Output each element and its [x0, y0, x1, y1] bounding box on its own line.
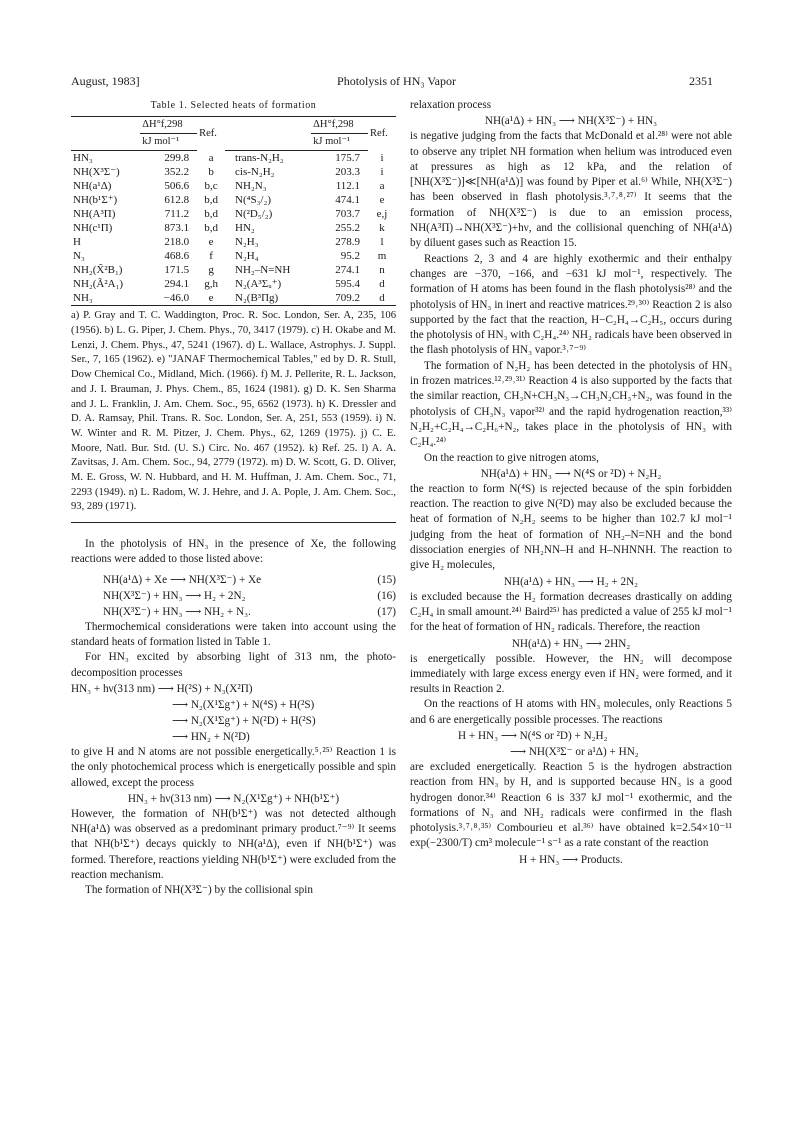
equation-text: NH(X³Σ⁻) + HN₃ ⟶ H₂ + 2N₂	[103, 589, 246, 602]
equation: ⟶ NH(X³Σ⁻ or a¹Δ) + HN₂	[510, 745, 639, 758]
ref-cell: m	[377, 250, 387, 263]
species-cell: HN₃	[73, 152, 93, 165]
table-row	[71, 277, 396, 291]
species-cell: trans-N₂H₂	[235, 152, 284, 165]
species-cell: HN₂	[235, 222, 255, 235]
species-cell: N(⁴S₃/₂)	[235, 194, 271, 207]
ref-cell: d	[379, 278, 385, 291]
species-cell: NH₂(X̃²B₁)	[73, 264, 123, 277]
equation-17	[71, 604, 396, 620]
value-cell: 112.1	[335, 180, 361, 193]
paragraph: For HN₃ excited by absorbing light of 313 nm, the photo-decomposition processes	[71, 651, 396, 679]
species-cell: NH₂–N=NH	[235, 264, 291, 277]
table-row	[71, 263, 396, 277]
paragraph: the reaction to form N(⁴S) is rejected because of the spin forbidden reaction. The reaction to give N(²D) may also be excluded because the heat of formation of N₂H₂ seems to be higher than 102.7 kJ mol⁻¹ judging from the heat of formation of NH₂–N=NH and the bond dissociation energies of NH₂NN–H and H–NHNNH. The reaction to give H₂ molecules,	[410, 482, 732, 572]
paragraph: are excluded energetically. Reaction 5 is the hydrogen abstraction reaction from HN₃ by H, and is supported because HN₃ is a good hydrogen donor.³⁴⁾ Reaction 6 is 337 kJ mol⁻¹ exothermic, and the formations of N₃ and NH₂ radicals were confirmed in the flash photolysis.³˒⁷˒⁸˒³⁵⁾ Combourieu et al.³⁶⁾ have obtained k=2.54×10⁻¹¹ exp(−2300/T) cm³ molecule⁻¹ s⁻¹ as a rate constant of the reaction	[410, 760, 732, 850]
value-cell: 218.0	[164, 236, 190, 249]
header-ref-2: Ref.	[368, 117, 396, 151]
table-row	[71, 221, 396, 235]
ref-cell: g,h	[204, 278, 218, 291]
equation-number: (15)	[377, 573, 396, 586]
ref-cell: i	[380, 166, 384, 179]
species-cell: N₂(A³Σᵤ⁺)	[235, 278, 282, 291]
value-cell: 294.1	[164, 278, 190, 291]
paragraph: Thermochemical considerations were taken into account using the standard heats of formation listed in Table 1.	[71, 620, 396, 649]
paragraph: relaxation process	[410, 99, 492, 111]
paragraph: The formation of N₂H₂ has been detected in the photolysis of HN₃ in frozen matrices.¹²˒²⁹˒³¹⁾ Reaction 4 is also supported by the facts that the similar reaction, CH₃N+CH₃N₃→CH₃N₂CH₃+N₂, was found in the photolysis of CH₃N₃ vapor³²⁾ and the rapid hydrogenation reaction,³³⁾ N₂H₂+C₂H₄→C₂H₆+N₂, takes place in the photolysis of HN₃ with C₂H₄.²⁴⁾	[410, 359, 732, 449]
ref-cell: b,c	[204, 180, 218, 193]
header-blank-3	[71, 134, 140, 151]
species-cell: NH(b¹Σ⁺)	[73, 194, 118, 207]
paragraph: In the photolysis of HN₃ in the presence of Xe, the following reactions were added to those listed above:	[71, 538, 396, 566]
value-cell: 711.2	[164, 208, 190, 221]
value-cell: 299.8	[164, 152, 190, 165]
running-header-date: August, 1983]	[71, 74, 140, 88]
species-cell: N₃	[73, 250, 85, 263]
species-cell: NH(c¹Π)	[73, 222, 113, 235]
value-cell: 274.1	[335, 264, 361, 277]
ref-cell: g	[208, 264, 214, 277]
page-number: 2351	[689, 74, 713, 88]
paragraph: On the reaction to give nitrogen atoms,	[424, 451, 599, 464]
ref-cell: b	[208, 166, 214, 179]
equation-16	[71, 588, 396, 604]
ref-cell: e	[208, 236, 214, 249]
ref-cell: a	[379, 180, 385, 193]
species-cell: NH(a¹Δ)	[73, 180, 112, 193]
species-cell: NH₃	[71, 291, 140, 306]
paragraph: However, the formation of NH(b¹Σ⁺) was not detected although NH(a¹Δ) was observed as a predominant primary product.⁷⁻⁹⁾ It seems that NH(b¹Σ⁺) decays quickly to NH(a¹Δ), even if NH(b¹Σ⁺) was formed. Therefore, reactions yielding NH(b¹Σ⁺) were excluded from the reaction mechanism.	[71, 807, 396, 881]
paragraph: Reactions 2, 3 and 4 are highly exothermic and their enthalpy changes are −370, −166, and −631 kJ mol⁻¹, respectively. The formation of H atoms has been found in the flash photolysis²⁸⁾ and the photolysis of HN₃ in inert and reactive matrices.²⁹˒³⁰⁾ Reaction 2 is also supported by the fact that the reaction, H−C₂H₄→C₂H₅, occurs during the photolysis of HN₃ with C₂H₄.²⁴⁾ NH₂ radicals have been observed in the flash photolysis of HN₃ vapor.³˒⁷⁻⁹⁾	[410, 252, 733, 357]
right-column	[410, 98, 732, 868]
value-cell: 278.9	[335, 236, 361, 249]
species-cell: N₂H₄	[235, 250, 259, 263]
ref-cell: b,d	[204, 194, 218, 207]
ref-cell: a	[208, 152, 214, 165]
paragraph: to give H and N atoms are not possible energetically.⁵˒²⁵⁾ Reaction 1 is the only photochemical process which is energetically possible and spin allowed, except the process	[71, 745, 396, 789]
ref-cell: i	[380, 152, 384, 165]
ref-cell: f	[209, 250, 213, 263]
table-footnotes: a) P. Gray and T. C. Waddington, Proc. R. Soc. London, Ser. A, 235, 106 (1956). b) L. G. Piper, J. Chem. Phys., 70, 3417 (1979). c) H. Okabe and M. Lenzi, J. Chem. Phys., 47, 5241 (1967). d) L. Wallace, Astrophys. J. Suppl. Ser., 7, 165 (1962). e) "JANAF Thermochemical Tables," ed by D. R. Stull, Dow Chemical Co., Midland, Mich. (1966). f) M. J. Pellerite, R. L. Jackson, and J. I. Brauman, J. Phys. Chem., 85, 1624 (1981). g) D. K. Sen Sharma and J. L. Franklin, J. Am. Chem. Soc., 95, 6562 (1973). h) K. Dressler and D. A. Ramsay, Phil. Trans. R. Soc. London, Ser. A, 251, 553 (1959). i) N. W. Winter and R. M. Pitzer, J. Chem. Phys., 62, 1269 (1975). j) C. E. Moore, Natl. Bur. Std. (U. S.) Circ. No. 467 (1952). k) Ref. 25. l) A. A. Zavitsas, J. Am. Chem. Soc., 94, 2779 (1972). m) D. W. Scott, G. D. Oliver, M. E. Gross, W. N. Hubbard, and H. M. Huffman, J. Am. Chem. Soc., 71, 2293 (1949). n) L. Radom, W. J. Hehre, and J. A. Pople, J. Am. Chem. Soc., 93, 289 (1971).	[71, 306, 396, 523]
equation-15	[71, 572, 396, 588]
value-cell: 175.7	[335, 152, 361, 165]
table-row	[71, 193, 396, 207]
header-dh-1: ΔH°f,298	[140, 117, 197, 134]
species-cell: NH(A³Π)	[73, 208, 116, 221]
value-cell: 709.2	[311, 291, 368, 306]
photodecomposition-4: ⟶ HN₂ + N(²D)	[172, 730, 250, 743]
value-cell: −46.0	[140, 291, 197, 306]
value-cell: 352.2	[164, 166, 190, 179]
table-caption: Table 1. Selected heats of formation	[150, 100, 317, 111]
equation-text: NH(a¹Δ) + Xe ⟶ NH(X³Σ⁻) + Xe	[103, 573, 262, 586]
paragraph: On the reactions of H atoms with HN₃ molecules, only Reactions 5 and 6 are energetically possible processes. The reactions	[410, 698, 732, 726]
paragraph: The formation of NH(X³Σ⁻) by the collisional spin	[85, 884, 313, 897]
equation-b-state: HN₃ + hν(313 nm) ⟶ N₂(X¹Σg⁺) + NH(b¹Σ⁺)	[127, 792, 340, 805]
value-cell: 595.4	[335, 278, 361, 291]
header-dh-2: ΔH°f,298	[311, 117, 368, 134]
value-cell: 171.5	[164, 264, 190, 277]
equation-text: NH(X³Σ⁻) + HN₃ ⟶ NH₂ + N₃.	[103, 605, 251, 618]
species-cell: NH₂N₃	[235, 180, 267, 193]
header-blank-4	[225, 134, 311, 151]
value-cell: 506.6	[164, 180, 190, 193]
paragraph: is excluded because the H₂ formation decreases drastically on adding C₂H₄ in small amount.²⁴⁾ Baird²⁵⁾ has predicted a value of 255 kJ mol⁻¹ for the heat of formation of HN₂ radicals. Therefore, the reaction	[410, 590, 732, 634]
species-cell: cis-N₂H₂	[235, 166, 275, 179]
equation-number: (17)	[377, 605, 396, 618]
value-cell: 95.2	[340, 250, 361, 263]
ref-cell: b,d	[204, 208, 218, 221]
equation: H + HN₃ ⟶ Products.	[519, 853, 623, 866]
header-unit-1: kJ mol⁻¹	[140, 134, 197, 151]
species-cell: N₂(B³Πg)	[225, 291, 311, 306]
header-blank	[71, 117, 140, 134]
equation: NH(a¹Δ) + HN₃ ⟶ NH(X³Σ⁻) + HN₃	[484, 115, 658, 128]
equation: NH(a¹Δ) + HN₃ ⟶ 2HN₂	[511, 637, 631, 650]
value-cell: 873.1	[164, 222, 190, 235]
photodecomposition-1: HN₃ + hν(313 nm) ⟶ H(²S) + N₃(X²Π)	[71, 682, 253, 695]
ref-cell: d	[368, 291, 396, 306]
heats-of-formation-table	[71, 116, 396, 306]
ref-cell: n	[379, 264, 385, 277]
table-row	[71, 151, 396, 166]
value-cell: 255.2	[335, 222, 361, 235]
table-row	[71, 165, 396, 179]
header-ref-1: Ref.	[197, 117, 225, 151]
table-row	[71, 207, 396, 221]
value-cell: 612.8	[164, 194, 190, 207]
header-blank-2	[225, 117, 311, 134]
equation-number: (16)	[377, 589, 396, 602]
value-cell: 703.7	[335, 208, 361, 221]
paragraph: is energetically possible. However, the HN₂ will decompose immediately with large excess energy even if HN₂ were formed, and it results in Reaction 2.	[410, 652, 732, 696]
value-cell: 468.6	[164, 250, 190, 263]
ref-cell: e,j	[376, 208, 388, 221]
header-unit-2: kJ mol⁻¹	[311, 134, 368, 151]
equation: H + HN₃ ⟶ N(⁴S or ²D) + N₂H₂	[458, 729, 608, 742]
table-row	[71, 291, 396, 306]
value-cell: 203.3	[335, 166, 361, 179]
running-header-title: Photolysis of HN₃ Vapor	[337, 74, 456, 88]
photodecomposition-3: ⟶ N₂(X¹Σg⁺) + N(²D) + H(²S)	[172, 714, 316, 727]
species-cell: H	[73, 236, 81, 249]
ref-cell: e	[379, 194, 385, 207]
photodecomposition-2: ⟶ N₂(X¹Σg⁺) + N(⁴S) + H(²S)	[172, 698, 315, 711]
left-column	[71, 98, 396, 899]
ref-cell: l	[380, 236, 384, 249]
equation: NH(a¹Δ) + HN₃ ⟶ N(⁴S or ²D) + N₂H₂	[480, 467, 662, 480]
paragraph: is negative judging from the facts that McDonald et al.²⁸⁾ were not able to observe any triplet NH formation when helium was introduced even at pressures as high as 12 kPa, and the relation of [NH(X³Σ⁻)]≪[NH(a¹Δ)] was found by Piper et al.⁶⁾ While, NH(X³Σ⁻) has been observed in flash photolysis.³˒⁷˒⁸˒²⁷⁾ It seems that the formation of NH(X³Σ⁻) is due to an emission process, NH(A³Π)→NH(X³Σ⁻)+hν, and the collisional quenching of NH(a¹Δ) by diluent gases such as Reaction 15.	[410, 130, 732, 250]
value-cell: 474.1	[335, 194, 361, 207]
equation: NH(a¹Δ) + HN₃ ⟶ H₂ + 2N₂	[503, 575, 639, 588]
table-row	[71, 249, 396, 263]
species-cell: NH(X³Σ⁻)	[73, 166, 120, 179]
species-cell: N(²D₅/₂)	[235, 208, 273, 221]
table-row	[71, 235, 396, 249]
species-cell: NH₂(Ã²A₁)	[73, 278, 124, 291]
ref-cell: e	[197, 291, 225, 306]
ref-cell: b,d	[204, 222, 218, 235]
ref-cell: k	[379, 222, 385, 235]
species-cell: N₂H₃	[235, 236, 259, 249]
table-row	[71, 179, 396, 193]
